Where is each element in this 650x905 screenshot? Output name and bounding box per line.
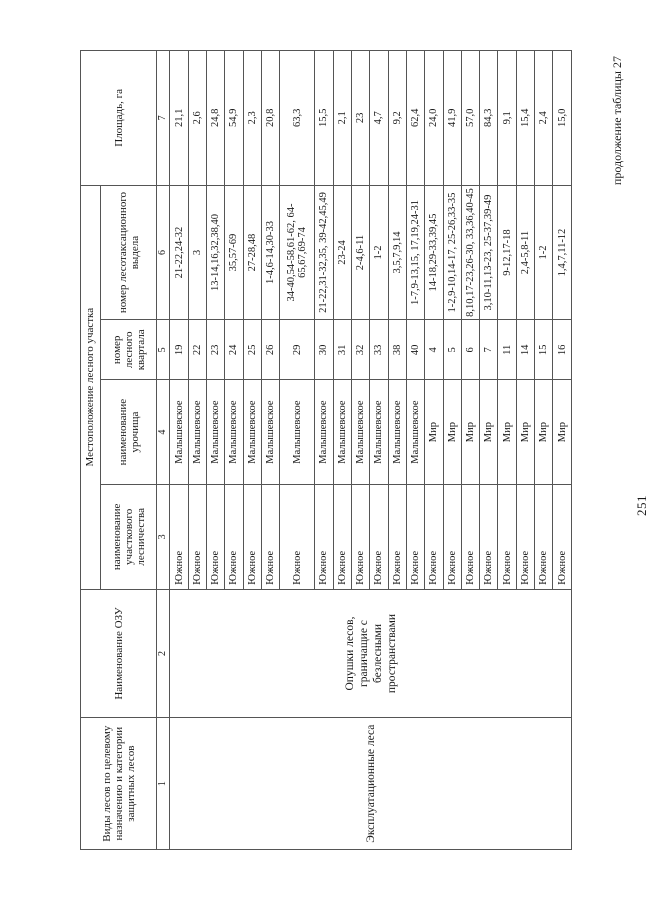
quarter-cell: 5 [443, 320, 461, 380]
tract-cell: Мир [516, 380, 534, 485]
district-cell: Южное [225, 484, 243, 589]
area-cell: 84,3 [480, 51, 498, 186]
header-plots: номер лесотаксационного выдела [100, 185, 157, 320]
tract-cell: Мир [498, 380, 516, 485]
tract-cell: Малышевское [170, 380, 188, 485]
plots-cell: 1-2 [535, 185, 553, 320]
area-cell: 54,9 [225, 51, 243, 186]
quarter-cell: 14 [516, 320, 534, 380]
district-cell: Южное [333, 484, 351, 589]
district-cell: Южное [498, 484, 516, 589]
plots-cell: 2,4-5,8-11 [516, 185, 534, 320]
quarter-cell: 30 [315, 320, 333, 380]
tract-cell: Мир [425, 380, 443, 485]
header-forest-kind: Виды лесов по целевому назначению и категории защитных лесов [81, 718, 157, 850]
area-cell: 15,5 [315, 51, 333, 186]
district-cell: Южное [188, 484, 206, 589]
column-number: 1 [157, 718, 170, 850]
plots-cell: 1-2 [370, 185, 388, 320]
area-cell: 24,0 [425, 51, 443, 186]
area-cell: 4,7 [370, 51, 388, 186]
quarter-cell: 15 [535, 320, 553, 380]
district-cell: Южное [425, 484, 443, 589]
quarter-cell: 40 [406, 320, 424, 380]
area-cell: 2,3 [243, 51, 261, 186]
forest-table [80, 50, 572, 850]
plots-cell: 1-4,6-14,30-33 [261, 185, 279, 320]
quarter-cell: 38 [388, 320, 406, 380]
header-location-group: Местоположение лесного участка [81, 185, 101, 589]
tract-cell: Малышевское [351, 380, 369, 485]
header-tract: наименование урочища [100, 380, 157, 485]
column-number: 5 [157, 320, 170, 380]
tract-cell: Малышевское [261, 380, 279, 485]
quarter-cell: 31 [333, 320, 351, 380]
tract-cell: Мир [443, 380, 461, 485]
district-cell: Южное [535, 484, 553, 589]
plots-cell: 1,4,7,11-12 [553, 185, 572, 320]
quarter-cell: 22 [188, 320, 206, 380]
plots-cell: 14-18,29-33,39,45 [425, 185, 443, 320]
tract-cell: Малышевское [225, 380, 243, 485]
quarter-cell: 26 [261, 320, 279, 380]
plots-cell: 35,57-69 [225, 185, 243, 320]
tract-cell: Малышевское [188, 380, 206, 485]
tract-cell: Малышевское [315, 380, 333, 485]
plots-cell: 27-28,48 [243, 185, 261, 320]
column-number-row [157, 51, 170, 850]
area-cell: 9,1 [498, 51, 516, 186]
plots-cell: 34-40,54-58,61-62, 64-65,67,69-74 [280, 185, 315, 320]
plots-cell: 23-24 [333, 185, 351, 320]
area-cell: 63,3 [280, 51, 315, 186]
district-cell: Южное [170, 484, 188, 589]
area-cell: 2,4 [535, 51, 553, 186]
quarter-cell: 11 [498, 320, 516, 380]
district-cell: Южное [480, 484, 498, 589]
area-cell: 9,2 [388, 51, 406, 186]
district-cell: Южное [261, 484, 279, 589]
quarter-cell: 29 [280, 320, 315, 380]
quarter-cell: 4 [425, 320, 443, 380]
plots-cell: 3,10-11,13-23, 25-37,39-49 [480, 185, 498, 320]
quarter-cell: 24 [225, 320, 243, 380]
column-number: 7 [157, 51, 170, 186]
area-cell: 57,0 [461, 51, 479, 186]
tract-cell: Мир [553, 380, 572, 485]
table-row [170, 51, 188, 850]
quarter-cell: 6 [461, 320, 479, 380]
tract-cell: Малышевское [333, 380, 351, 485]
area-cell: 15,4 [516, 51, 534, 186]
header-row-top [81, 51, 101, 850]
header-quarter: номер лесного квартала [100, 320, 157, 380]
page-number: 251 [634, 495, 649, 516]
forest-kind-cell: Эксплуатационные леса [170, 718, 572, 850]
district-cell: Южное [388, 484, 406, 589]
plots-cell: 3 [188, 185, 206, 320]
quarter-cell: 25 [243, 320, 261, 380]
area-cell: 2,1 [333, 51, 351, 186]
tract-cell: Мир [461, 380, 479, 485]
district-cell: Южное [461, 484, 479, 589]
area-cell: 20,8 [261, 51, 279, 186]
tract-cell: Малышевское [280, 380, 315, 485]
district-cell: Южное [443, 484, 461, 589]
district-cell: Южное [370, 484, 388, 589]
tract-cell: Малышевское [388, 380, 406, 485]
plots-cell: 21-22,24-32 [170, 185, 188, 320]
area-cell: 23 [351, 51, 369, 186]
plots-cell: 21-22,31-32,35, 39-42,45,49 [315, 185, 333, 320]
quarter-cell: 23 [206, 320, 224, 380]
area-cell: 41,9 [443, 51, 461, 186]
table-body [81, 51, 572, 850]
district-cell: Южное [406, 484, 424, 589]
plots-cell: 1-2,9-10,14-17, 25-26,33-35 [443, 185, 461, 320]
plots-cell: 13-14,16,32,38,40 [206, 185, 224, 320]
area-cell: 24,8 [206, 51, 224, 186]
area-cell: 2,6 [188, 51, 206, 186]
quarter-cell: 19 [170, 320, 188, 380]
tract-cell: Малышевское [370, 380, 388, 485]
area-cell: 21,1 [170, 51, 188, 186]
district-cell: Южное [243, 484, 261, 589]
district-cell: Южное [315, 484, 333, 589]
district-cell: Южное [351, 484, 369, 589]
rotated-content [80, 50, 649, 850]
district-cell: Южное [516, 484, 534, 589]
plots-cell: 1-7,9-13,15, 17,19,24-31 [406, 185, 424, 320]
header-district: наименование участкового лесничества [100, 484, 157, 589]
quarter-cell: 33 [370, 320, 388, 380]
district-cell: Южное [280, 484, 315, 589]
quarter-cell: 7 [480, 320, 498, 380]
column-number: 3 [157, 484, 170, 589]
plots-cell: 9-12,17-18 [498, 185, 516, 320]
column-number: 2 [157, 589, 170, 718]
column-number: 6 [157, 185, 170, 320]
tract-cell: Мир [480, 380, 498, 485]
district-cell: Южное [206, 484, 224, 589]
tract-cell: Мир [535, 380, 553, 485]
quarter-cell: 16 [553, 320, 572, 380]
area-cell: 62,4 [406, 51, 424, 186]
district-cell: Южное [553, 484, 572, 589]
ozu-name-cell: Опушки лесов, граничащие с безлесными пространствами [170, 589, 572, 718]
plots-cell: 2-4,6-11 [351, 185, 369, 320]
tract-cell: Малышевское [406, 380, 424, 485]
tract-cell: Малышевское [206, 380, 224, 485]
header-area: Площадь, га [81, 51, 157, 186]
header-ozu-name: Наименование ОЗУ [81, 589, 157, 718]
tract-cell: Малышевское [243, 380, 261, 485]
plots-cell: 3,5,7,9,14 [388, 185, 406, 320]
plots-cell: 8,10,17-23,26-30, 33,36,40-45 [461, 185, 479, 320]
table-caption: продолжение таблицы 27 [610, 56, 624, 186]
quarter-cell: 32 [351, 320, 369, 380]
area-cell: 15,0 [553, 51, 572, 186]
column-number: 4 [157, 380, 170, 485]
